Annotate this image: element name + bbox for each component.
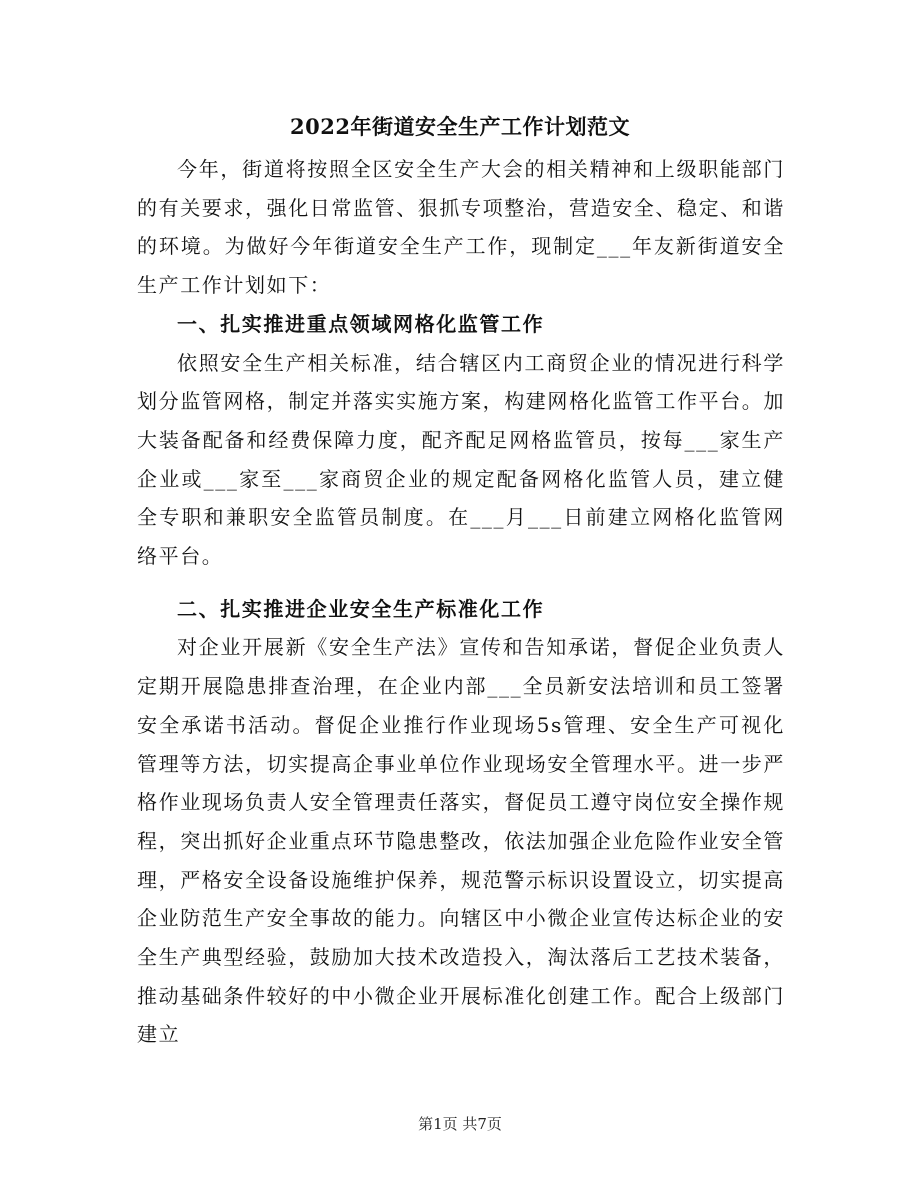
section-2-paragraph: 对企业开展新《安全生产法》宣传和告知承诺，督促企业负责人定期开展隐患排查治理，在企业内部___全员新安法培训和员工签署安全承诺书活动。督促企业推行作业现场5s管理、安全生产可视化管理等方法，切实提高企事业单位作业现场安全管理水平。进一步严格作业现场负责人安全管理责任落实，督促员工遵守岗位安全操作规程，突出抓好企业重点环节隐患整改，依法加强企业危险作业安全管理，严格安全设备设施维护保养，规范警示标识设置设立，切实提高企业防范生产安全事故的能力。向辖区中小微企业宣传达标企业的安全生产典型经验，鼓励加大技术改造投入，淘汰落后工艺技术装备，推动基础条件较好的中小微企业开展标准化创建工作。配合上级部门建立 — [137, 635, 785, 1047]
document-body — [137, 150, 785, 1054]
section-1-heading: 一、扎实推进重点领域网格化监管工作 — [177, 311, 545, 336]
section-2-heading: 二、扎实推进企业安全生产标准化工作 — [177, 596, 545, 621]
intro-paragraph: 今年，街道将按照全区安全生产大会的相关精神和上级职能部门的有关要求，强化日常监管、狠抓专项整治，营造安全、稳定、和谐的环境。为做好今年街道安全生产工作，现制定___年友新街道安全生产工作计划如下： — [137, 157, 785, 298]
page-number-footer: 第1页 共7页 — [418, 1115, 502, 1133]
section-1-paragraph: 依照安全生产相关标准，结合辖区内工商贸企业的情况进行科学划分监管网格，制定并落实实施方案，构建网格化监管工作平台。加大装备配备和经费保障力度，配齐配足网格监管员，按每___家生产企业或___家至___家商贸企业的规定配备网格化监管人员，建立健全专职和兼职安全监管员制度。在___月___日前建立网格化监管网络平台。 — [137, 350, 785, 569]
document-title: 2022年街道安全生产工作计划范文 — [290, 114, 630, 139]
